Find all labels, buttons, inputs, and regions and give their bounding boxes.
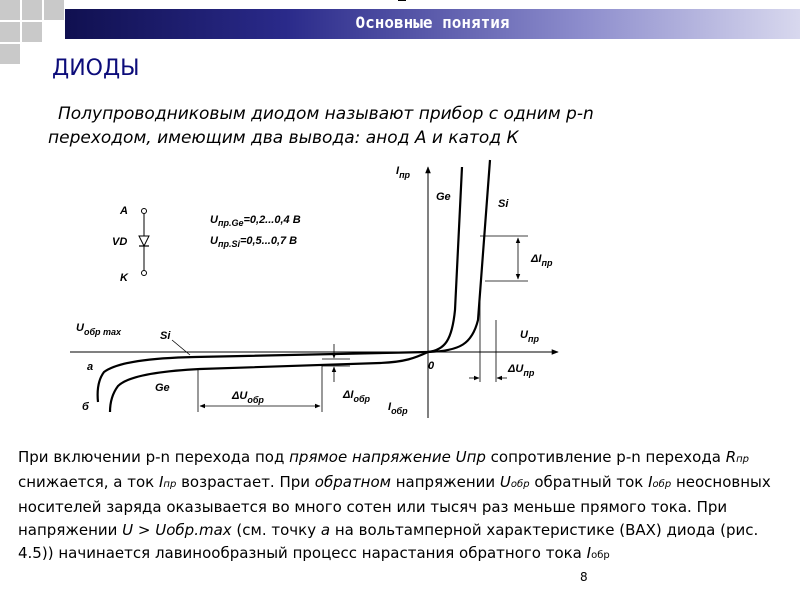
point-a-label: а [87,361,94,373]
delta-upr-label: $\Delta U_{пр}$ [508,363,535,378]
header-title: Основные понятия [355,13,510,32]
ge-reverse-label: Ge [155,382,170,394]
vd-label: VD [112,236,128,248]
y-neg-label: $I_{обр}$ [388,401,408,416]
delta-ipr-label: $\Delta I_{пр}$ [531,253,553,268]
delta-uobr-label: $\Delta U_{обр}$ [232,390,264,405]
ge-curve-label: Ge [436,191,451,203]
cathode-label: K [120,272,128,284]
intro-line-2: переходом, имеющим два вывода: анод А и катод К [48,128,519,148]
body-text: При включении p-n перехода под прямое напряжение Uпр сопротивление p-n перехода Rпр снижается, а ток Iпр возрастает. При обратном напряжении Uобр обратный ток Iобр неосновных носителей заряда оказывается во много сотен или тысяч раз меньше прямого тока. При напряжении U > Uобр.max (см. точку а на вольтамперной характеристике (ВАХ) диода (рис. 4.5)) начинается лавинообразный процесс нарастания обратного тока Iобр [18,448,771,562]
origin-label: 0 [428,360,435,372]
x-axis-label: $U_{пр}$ [520,329,539,344]
si-reverse-pointer [172,340,190,355]
si-reverse-label: Si [160,330,171,342]
diode-symbol [139,209,149,276]
si-threshold: $U_{пр.Si}=0,5...0,7$ В [210,235,298,249]
ge-threshold: $U_{пр.Ge}=0,2...0,4$ В [210,214,301,228]
intro-line-1: Полупроводниковым диодом называют прибор с одним p-n [58,104,594,124]
point-b-label: б [82,401,89,413]
y-axis-label: $I_{пр}$ [396,165,411,180]
delta-iobr-label: $\Delta I_{обр}$ [343,389,371,404]
si-curve-label: Si [498,198,509,210]
section-title: ДИОДЫ [52,56,140,81]
page-number: 8 [580,570,588,584]
x-neg-label: $U_{обр max}$ [76,322,122,337]
anode-label: A [120,205,128,217]
si-forward-curve [428,160,490,352]
